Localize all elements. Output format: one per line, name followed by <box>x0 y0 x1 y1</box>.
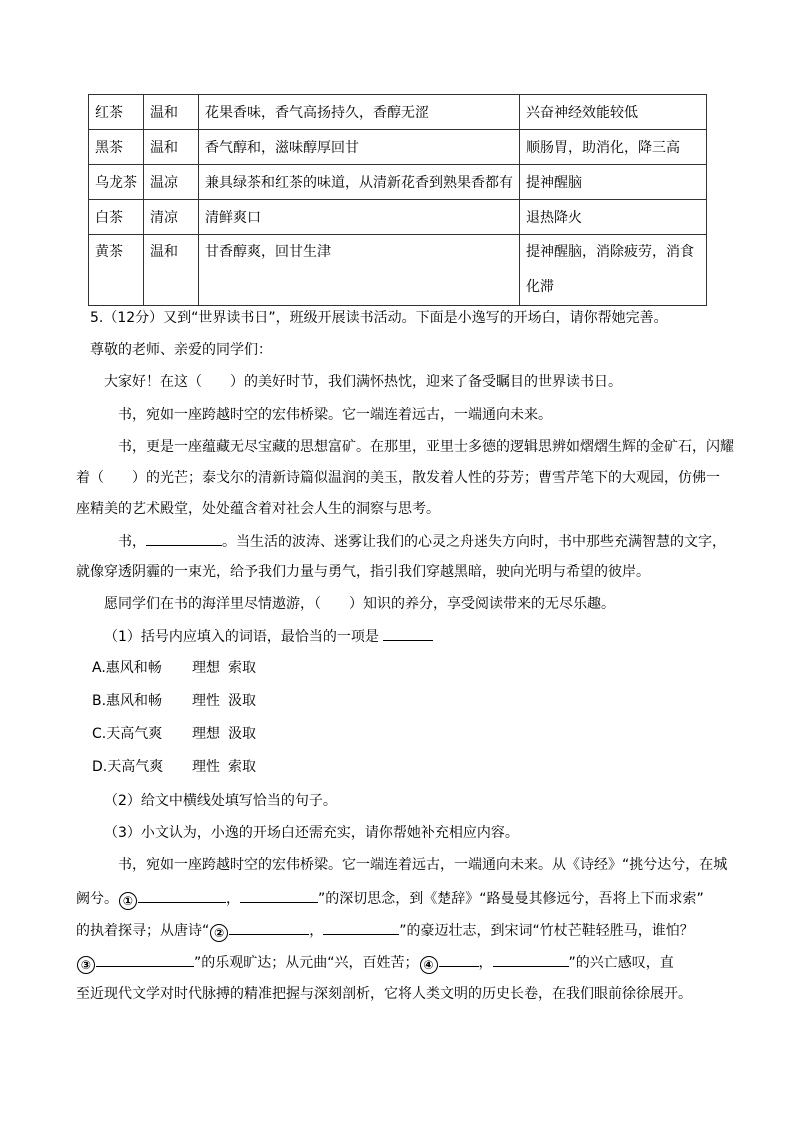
table-row <box>89 165 707 200</box>
circled-number-1: ① <box>119 892 137 910</box>
tea-name: 乌龙茶 <box>89 165 144 200</box>
sub-question-1-text: （1）括号内应填入的词语，最恰当的一项是 <box>104 629 379 645</box>
paragraph-2: 书，宛如一座跨越时空的宏伟桥梁。它一端连着远古，一端通向未来。 <box>118 407 552 423</box>
supplement-line-3 <box>76 920 694 942</box>
blank-1b[interactable] <box>240 888 318 903</box>
supplement-line-1: 书，宛如一座跨越时空的宏伟桥梁。它一端连着远古，一端通向未来。从《诗经》“挑兮达兮，在城 <box>118 857 728 873</box>
tea-effect: 提神醒脑 <box>520 165 707 200</box>
paragraph-4-line-1 <box>118 531 726 552</box>
paragraph-3-line-3: 座精美的艺术殿堂，处处蕴含着对社会人生的洞察与思考。 <box>76 501 440 517</box>
tea-taste: 清鲜爽口 <box>199 200 520 235</box>
blank-line[interactable] <box>146 531 222 546</box>
paragraph-5: 愿同学们在书的海洋里尽情遨游，（ ）知识的养分，享受阅读带来的无尽乐趣。 <box>104 596 615 612</box>
option-word: 理想 <box>192 726 220 742</box>
option-word: 汲取 <box>228 693 256 709</box>
paragraph-4-line-2: 就像穿透阴霾的一束光，给予我们力量与勇气，指引我们穿越黑暗，驶向光明与希望的彼岸。 <box>76 564 650 580</box>
paragraph-4-lead: 书， <box>118 534 146 550</box>
paragraph-4-rest: 。当生活的波涛、迷雾让我们的心灵之舟迷失方向时，书中那些充满智慧的文字， <box>222 534 726 550</box>
tea-effect: 退热降火 <box>520 200 707 235</box>
option-word: B.惠风和畅 <box>92 693 163 709</box>
option-word: 理性 <box>192 693 220 709</box>
tea-name: 黄茶 <box>89 235 144 306</box>
table-row <box>89 200 707 235</box>
paragraph-3-line-2: 着（ ）的光芒；泰戈尔的清新诗篇似温润的美玉，散发着人性的芬芳；曹雪芹笔下的大观园，仿佛一 <box>76 470 720 486</box>
blank-2a[interactable] <box>229 920 309 935</box>
blank-3[interactable] <box>96 952 194 967</box>
supplement-text: ， <box>226 891 240 907</box>
paragraph-1: 大家好！在这（ ）的美好时节，我们满怀热忱，迎来了备受瞩目的世界读书日。 <box>104 374 622 390</box>
tea-effect: 顺肠胃，助消化，降三高 <box>520 130 707 165</box>
supplement-text: 阙兮。 <box>76 891 118 907</box>
tea-effect: 提神醒脑，消除疲劳，消食化滞 <box>520 235 707 306</box>
option-word: D.天高气爽 <box>92 759 164 775</box>
blank-1a[interactable] <box>138 888 226 903</box>
circled-number-3: ③ <box>77 956 95 974</box>
tea-table <box>88 94 707 306</box>
tea-taste: 花果香味，香气高扬持久，香醇无涩 <box>199 95 520 130</box>
question-title: 5.（12分）又到“世界读书日”，班级开展读书活动。下面是小逸写的开场白，请你帮她完善。 <box>90 310 668 326</box>
option-word: A.惠风和畅 <box>92 660 162 676</box>
supplement-line-4 <box>76 952 674 974</box>
option-word: 理性 <box>192 759 220 775</box>
table-row <box>89 130 707 165</box>
option-c[interactable] <box>92 724 256 744</box>
tea-taste: 甘香醇爽，回甘生津 <box>199 235 520 306</box>
tea-name: 红茶 <box>89 95 144 130</box>
tea-effect: 兴奋神经效能较低 <box>520 95 707 130</box>
option-word: 汲取 <box>228 726 256 742</box>
tea-nature: 温和 <box>144 130 199 165</box>
sub-question-3: （3）小文认为，小逸的开场白还需充实，请你帮她补充相应内容。 <box>104 825 519 841</box>
option-a[interactable] <box>92 658 256 678</box>
supplement-text: ”的兴亡感叹，直 <box>568 955 674 971</box>
answer-blank[interactable] <box>383 626 433 641</box>
supplement-text: ”的乐观旷达；从元曲“兴，百姓苦； <box>194 955 419 971</box>
tea-nature: 温和 <box>144 95 199 130</box>
supplement-line-5: 至近现代文学对时代脉搏的精准把握与深刻剖析，它将人类文明的历史长卷，在我们眼前徐徐展开。 <box>76 986 692 1002</box>
option-word: 理想 <box>192 660 220 676</box>
blank-4a[interactable] <box>439 952 479 967</box>
tea-taste: 兼具绿茶和红茶的味道，从清新花香到熟果香都有 <box>199 165 520 200</box>
tea-name: 白茶 <box>89 200 144 235</box>
tea-nature: 温凉 <box>144 165 199 200</box>
circled-number-4: ④ <box>420 956 438 974</box>
sub-question-2: （2）给文中横线处填写恰当的句子。 <box>104 793 337 809</box>
circled-number-2: ② <box>210 924 228 942</box>
option-word: 索取 <box>228 660 256 676</box>
blank-2b[interactable] <box>323 920 399 935</box>
option-b[interactable] <box>92 691 256 711</box>
blank-4b[interactable] <box>493 952 569 967</box>
tea-nature: 清凉 <box>144 200 199 235</box>
supplement-line-2 <box>76 888 704 910</box>
supplement-text: ”的豪迈壮志，到宋词“竹杖芒鞋轻胜马，谁怕？ <box>399 923 694 939</box>
greeting: 尊敬的老师、亲爱的同学们： <box>90 342 272 358</box>
supplement-text: ， <box>478 955 493 971</box>
tea-taste: 香气醇和，滋味醇厚回甘 <box>199 130 520 165</box>
option-word: 索取 <box>228 759 256 775</box>
supplement-text: ， <box>309 923 324 939</box>
supplement-text: ”的深切思念，到《楚辞》“路曼曼其修远兮，吾将上下而求索” <box>318 891 704 907</box>
paragraph-3-line-1: 书，更是一座蕴藏无尽宝藏的思想富矿。在那里，亚里士多德的逻辑思辨如熠熠生辉的金矿石，闪耀 <box>118 439 734 455</box>
supplement-text: 的执着探寻；从唐诗“ <box>76 923 210 939</box>
tea-nature: 温和 <box>144 235 199 306</box>
sub-question-1 <box>104 626 433 647</box>
option-d[interactable] <box>92 757 256 777</box>
tea-name: 黑茶 <box>89 130 144 165</box>
option-word: C.天高气爽 <box>92 726 163 742</box>
table-row <box>89 235 707 306</box>
table-row <box>89 95 707 130</box>
